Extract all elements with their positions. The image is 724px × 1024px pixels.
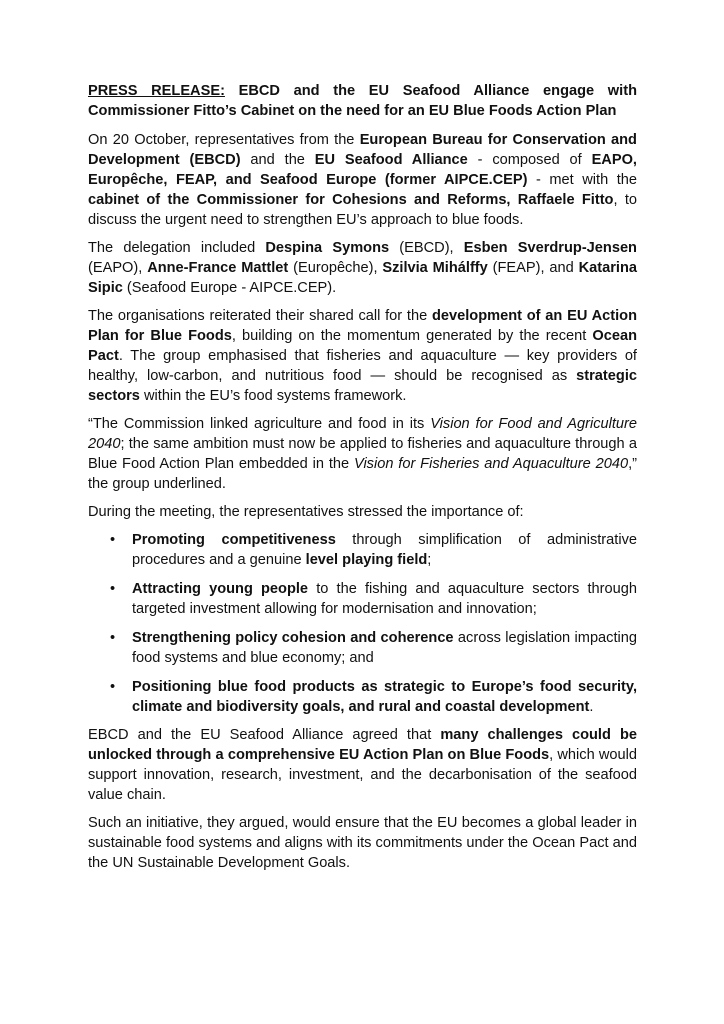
bullet-icon: • — [110, 630, 116, 646]
text-span: (EBCD), — [389, 240, 464, 256]
priorities-list — [88, 530, 637, 717]
title-text: EBCD and the EU Seafood Alliance engage with Commissioner Fitto’s Cabinet on the need for an EU Blue Foods Action Plan — [88, 83, 637, 119]
text-span: ; the same ambition must now be applied to fisheries and aquaculture through a Blue Food Action Plan embedded in the — [88, 436, 637, 472]
list-item — [88, 628, 637, 668]
text-span: Such an initiative, they argued, would ensure that the EU becomes a global leader in sustainable food systems and aligns with its commitments under the Ocean Pact and the UN Sustainable Development Goals. — [88, 815, 637, 871]
bold-span: EAPO, Europêche, FEAP, and Seafood Europe (former AIPCE.CEP) — [88, 152, 637, 188]
text-span: within the EU’s food systems framework. — [139, 388, 407, 404]
text-span: - met with the — [527, 172, 637, 188]
list-item — [88, 530, 637, 570]
text-span: . The group emphasised that fisheries and aquaculture — key providers of healthy, low-carbon, and nutritious food — should be recognised as — [88, 348, 637, 384]
paragraph-list-intro — [88, 502, 637, 522]
bold-span: EU Seafood Alliance — [314, 152, 468, 168]
text-span: . — [589, 699, 594, 715]
bullet-icon: • — [110, 581, 116, 597]
text-span: , to discuss the urgent need to strengthen EU’s approach to blue foods. — [88, 192, 637, 228]
text-span: , building on the momentum generated by the recent — [231, 328, 593, 344]
text-span: The delegation included — [88, 240, 266, 256]
bold-span: many challenges could be unlocked through a comprehensive EU Action Plan on Blue Foods — [88, 727, 637, 763]
bold-span: Positioning blue food products as strategic to Europe’s food security, climate and biodiversity goals, and rural and coastal development — [132, 679, 637, 715]
list-item — [88, 579, 637, 619]
bullet-icon: • — [110, 532, 116, 548]
text-span: (Seafood Europe - AIPCE.CEP). — [122, 280, 337, 296]
text-span: During the meeting, the representatives stressed the importance of: — [88, 504, 524, 520]
text-span: across legislation impacting food systems and blue economy; and — [132, 630, 638, 666]
bold-span: level playing field — [305, 552, 428, 568]
person-name: Katarina Sipic — [88, 260, 637, 296]
press-release-title — [88, 81, 637, 121]
paragraph-meeting-intro — [88, 130, 637, 230]
paragraph-agreement — [88, 725, 637, 805]
text-span: , which would support innovation, research, investment, and the decarbonisation of the seafood value chain. — [88, 747, 637, 803]
bold-span: Promoting competitiveness — [132, 532, 336, 548]
person-name: Anne-France Mattlet — [147, 260, 289, 276]
text-span: (EAPO), — [88, 260, 148, 276]
bold-span: Ocean Pact — [88, 328, 637, 364]
document-page — [88, 81, 637, 881]
paragraph-quote — [88, 414, 637, 494]
person-name: Esben Sverdrup-Jensen — [463, 240, 637, 256]
text-span: On 20 October, representatives from the — [88, 132, 360, 148]
person-name: Despina Symons — [265, 240, 390, 256]
italic-span: Vision for Food and Agriculture 2040 — [88, 416, 637, 452]
paragraph-conclusion — [88, 813, 637, 873]
bold-span: Strengthening policy cohesion and coherence — [132, 630, 454, 646]
bold-span: Attracting young people — [132, 581, 309, 597]
text-span: to the fishing and aquaculture sectors through targeted investment allowing for modernisation and innovation; — [132, 581, 637, 617]
text-span: (Europêche), — [288, 260, 383, 276]
text-span: (FEAP), and — [487, 260, 579, 276]
text-span: “The Commission linked agriculture and food in its — [88, 416, 431, 432]
paragraph-shared-call — [88, 306, 637, 406]
bold-span: cabinet of the Commissioner for Cohesions and Reforms, Raffaele Fitto — [88, 192, 614, 208]
bullet-icon: • — [110, 679, 116, 695]
bold-span: European Bureau for Conservation and Development (EBCD) — [88, 132, 637, 168]
text-span: ; — [427, 552, 432, 568]
bold-span: development of an EU Action Plan for Blue Foods — [88, 308, 638, 344]
text-span: - composed of — [467, 152, 592, 168]
text-span: The organisations reiterated their shared call for the — [88, 308, 432, 324]
press-release-label: PRESS RELEASE: — [88, 83, 225, 99]
italic-span: Vision for Fisheries and Aquaculture 2040 — [353, 456, 629, 472]
text-span: EBCD and the EU Seafood Alliance agreed that — [88, 727, 441, 743]
list-item — [88, 677, 637, 717]
paragraph-delegation — [88, 238, 637, 298]
text-span: and the — [240, 152, 315, 168]
person-name: Szilvia Mihálffy — [382, 260, 488, 276]
text-span: ,” the group underlined. — [88, 456, 637, 492]
bold-span: strategic sectors — [88, 368, 637, 404]
text-span: through simplification of administrative procedures and a genuine — [132, 532, 637, 568]
